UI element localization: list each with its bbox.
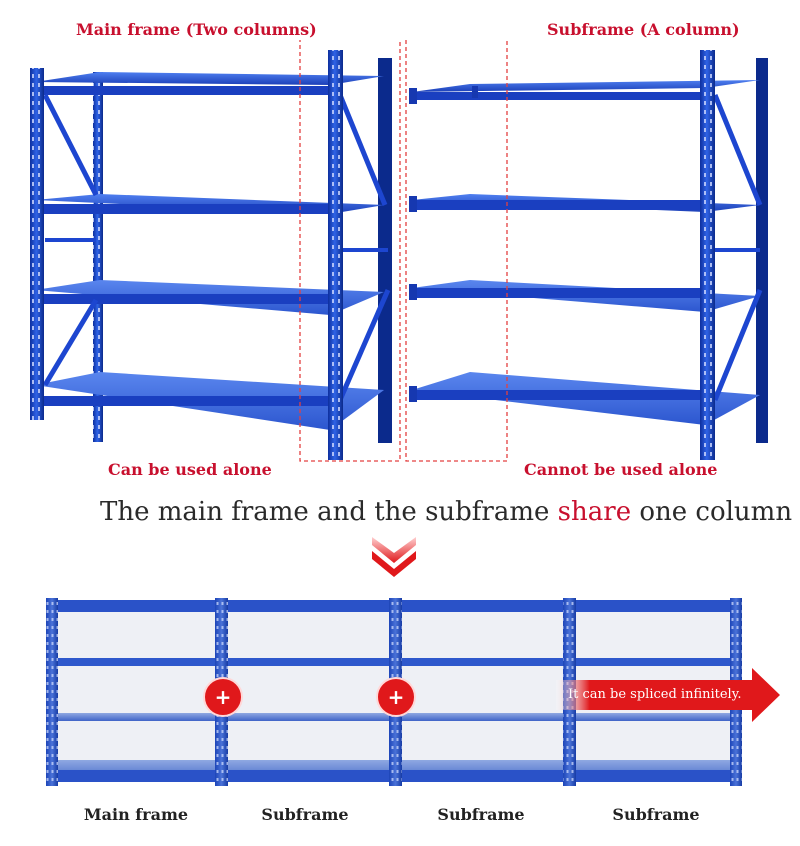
label-main-frame: Main frame (83, 805, 189, 824)
share-column-tagline (100, 497, 792, 527)
label-subframe-2: Subframe (437, 805, 525, 824)
main-frame-title: Main frame (Two columns) (76, 20, 317, 39)
plus-icon: + (203, 677, 243, 717)
plus-icon: + (376, 677, 416, 717)
label-subframe-3: Subframe (612, 805, 700, 824)
tagline-highlight: share (557, 497, 632, 527)
tagline-before: The main frame and the subframe (100, 497, 558, 527)
subframe-title: Subframe (A column) (547, 20, 740, 39)
chevron-down-icon (368, 535, 420, 579)
main-frame-usage: Can be used alone (108, 460, 272, 479)
main-frame-rack (30, 50, 392, 460)
tagline-after: one column (631, 497, 793, 527)
splice-infinitely-text: It can be spliced infinitely. (568, 687, 742, 702)
label-subframe-1: Subframe (261, 805, 349, 824)
subframe-rack (409, 50, 768, 460)
rack-comparison-illustration (0, 40, 800, 470)
subframe-usage: Cannot be used alone (524, 460, 718, 479)
